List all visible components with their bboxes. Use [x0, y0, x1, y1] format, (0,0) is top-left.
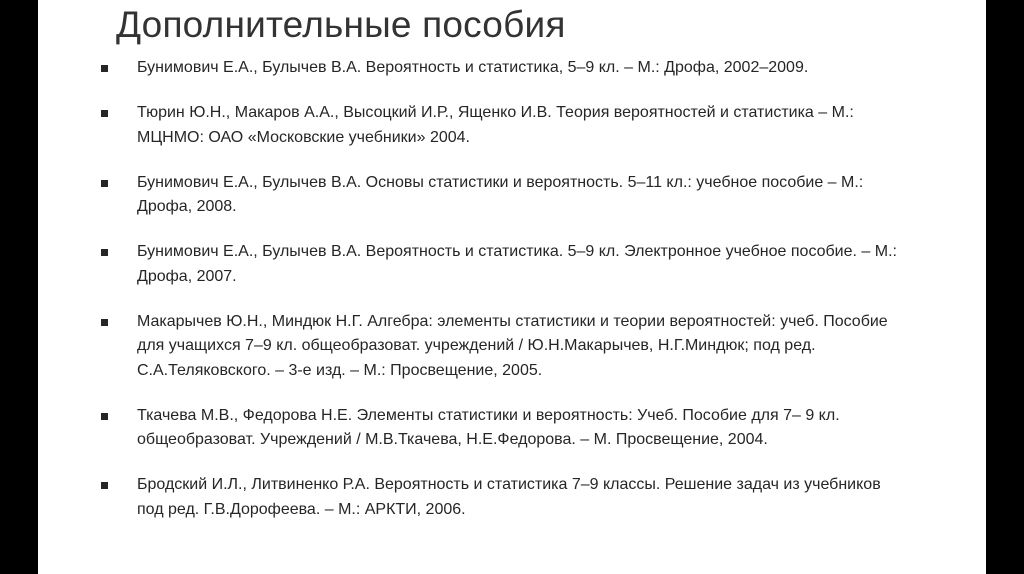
reference-text: Бродский И.Л., Литвиненко Р.А. Вероятность и статистика 7–9 классы. Решение задач из учебников под ред. Г.В.Дорофеева. – М.: АРКТИ, 2006. [137, 476, 881, 518]
reference-text: Тюрин Ю.Н., Макаров А.А., Высоцкий И.Р., Ященко И.В. Теория вероятностей и статистика – М.: МЦНМО: ОАО «Московские учебники» 2004. [137, 104, 854, 146]
reference-item [100, 473, 900, 522]
square-bullet-icon [101, 319, 108, 326]
reference-text: Бунимович Е.А., Булычев В.А. Вероятность и статистика, 5–9 кл. – М.: Дрофа, 2002–2009. [137, 59, 809, 76]
square-bullet-icon [101, 65, 108, 72]
square-bullet-icon [101, 110, 108, 117]
reference-item [100, 240, 900, 289]
right-border-bar [986, 0, 1024, 574]
left-border-bar [0, 0, 38, 574]
slide-title: Дополнительные пособия [116, 4, 566, 45]
reference-text: Ткачева М.В., Федорова Н.Е. Элементы статистики и вероятность: Учеб. Пособие для 7– 9 кл. общеобразоват. Учреждений / М.В.Ткачева, Н.Е.Федорова. – М. Просвещение, 2004. [137, 406, 840, 448]
square-bullet-icon [101, 180, 108, 187]
reference-item [100, 56, 900, 81]
square-bullet-icon [101, 413, 108, 420]
reference-item [100, 101, 900, 150]
reference-item [100, 310, 900, 384]
reference-item [100, 171, 900, 220]
reference-text: Бунимович Е.А., Булычев В.А. Вероятность и статистика. 5–9 кл. Электронное учебное пособие. – М.: Дрофа, 2007. [137, 243, 897, 285]
reference-text: Макарычев Ю.Н., Миндюк Н.Г. Алгебра: элементы статистики и теории вероятностей: учеб. Пособие для учащихся 7–9 кл. общеобразоват. учреждений / Ю.Н.Макарычев, Н.Г.Миндюк; под ред. С.А.Теляковского. – 3-е изд. – М.: Просвещение, 2005. [137, 312, 888, 379]
reference-list [100, 56, 900, 543]
square-bullet-icon [101, 482, 108, 489]
reference-item [100, 404, 900, 453]
reference-text: Бунимович Е.А., Булычев В.А. Основы статистики и вероятность. 5–11 кл.: учебное пособие – М.: Дрофа, 2008. [137, 173, 864, 215]
square-bullet-icon [101, 249, 108, 256]
